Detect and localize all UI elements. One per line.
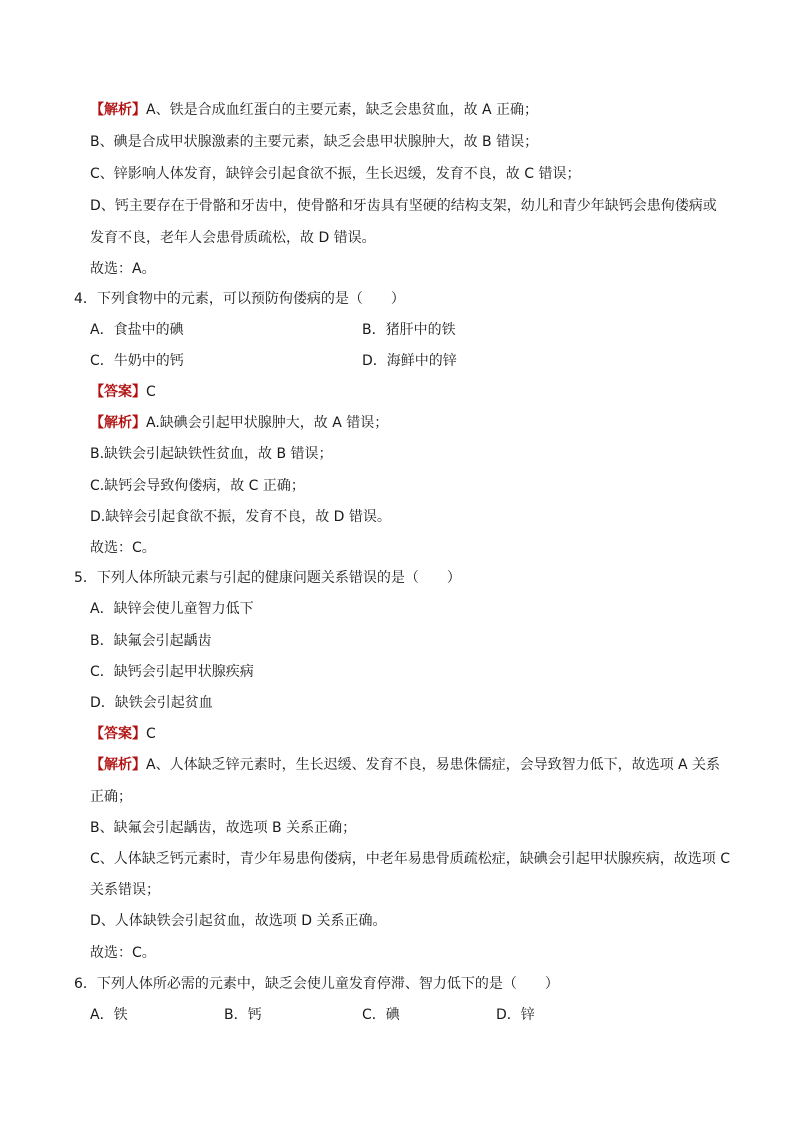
q5-analysis-a-text: A、人体缺乏锌元素时，生长迟缓、发育不良，易患侏儒症，会导致智力低下，故选项 A 关系 <box>146 757 721 773</box>
q3-analysis-line-a <box>90 100 538 120</box>
q4-stem: 4．下列食物中的元素，可以预防佝偻病的是（ ） <box>74 291 405 307</box>
q4-analysis-a-text: A.缺碘会引起甲状腺肿大，故 A 错误； <box>146 415 389 431</box>
q3-conclusion: 故选：A。 <box>90 261 156 277</box>
q3-analysis-line-d2: 发育不良，老年人会患骨质疏松，故 D 错误。 <box>90 230 376 246</box>
q3-analysis-line-c: C、锌影响人体发育，缺锌会引起食欲不振，生长迟缓，发育不良，故 C 错误； <box>90 166 581 182</box>
q6-option-b: B．钙 <box>224 1007 262 1023</box>
q4-answer <box>90 382 156 402</box>
q3-analysis-line-b: B、碘是合成甲状腺激素的主要元素，缺乏会患甲状腺肿大，故 B 错误； <box>90 134 539 150</box>
q5-answer <box>90 724 156 744</box>
answer-tag: 【答案】 <box>90 384 146 400</box>
q3-analysis-line-d1: D、钙主要存在于骨骼和牙齿中，使骨骼和牙齿具有坚硬的结构支架，幼儿和青少年缺钙会患佝偻病或 <box>90 198 717 214</box>
q5-analysis-line-d: D、人体缺铁会引起贫血，故选项 D 关系正确。 <box>90 913 387 929</box>
analysis-tag: 【解析】 <box>90 757 146 773</box>
q5-option-c: C．缺钙会引起甲状腺疾病 <box>90 664 254 680</box>
q5-option-a: A．缺锌会使儿童智力低下 <box>90 601 254 617</box>
q4-option-c: C．牛奶中的钙 <box>90 353 184 369</box>
q5-option-d: D．缺铁会引起贫血 <box>90 695 213 711</box>
q5-analysis-line-c2: 关系错误； <box>90 882 160 898</box>
analysis-tag: 【解析】 <box>90 102 146 118</box>
q5-answer-value: C <box>146 726 156 742</box>
analysis-tag: 【解析】 <box>90 415 146 431</box>
q5-analysis-line-c1: C、人体缺乏钙元素时，青少年易患佝偻病，中老年易患骨质疏松症，缺碘会引起甲状腺疾病，故选项 C <box>90 851 730 867</box>
q4-option-a: A．食盐中的碘 <box>90 322 184 338</box>
q5-option-b: B．缺氟会引起龋齿 <box>90 633 212 649</box>
q5-analysis-line-a1 <box>90 755 720 775</box>
q4-analysis-line-c: C.缺钙会导致佝偻病，故 C 正确； <box>90 478 305 494</box>
q5-stem: 5．下列人体所缺元素与引起的健康问题关系错误的是（ ） <box>74 570 461 586</box>
q4-analysis-line-a <box>90 413 388 433</box>
q4-analysis-line-d: D.缺锌会引起食欲不振，发育不良，故 D 错误。 <box>90 509 391 525</box>
q6-option-d: D．锌 <box>496 1007 535 1023</box>
q4-analysis-line-b: B.缺铁会引起缺铁性贫血，故 B 错误； <box>90 446 333 462</box>
q4-option-d: D．海鲜中的锌 <box>362 353 457 369</box>
q6-option-c: C．碘 <box>362 1007 400 1023</box>
q4-answer-value: C <box>146 384 156 400</box>
q5-analysis-line-a2: 正确； <box>90 789 132 805</box>
q5-conclusion: 故选：C。 <box>90 945 156 961</box>
q6-stem: 6．下列人体所必需的元素中，缺乏会使儿童发育停滞、智力低下的是（ ） <box>74 976 559 992</box>
q6-option-a: A．铁 <box>90 1007 128 1023</box>
q3-analysis-a-text: A、铁是合成血红蛋白的主要元素，缺乏会患贫血，故 A 正确； <box>146 102 539 118</box>
q4-conclusion: 故选：C。 <box>90 540 156 556</box>
answer-tag: 【答案】 <box>90 726 146 742</box>
q4-option-b: B．猪肝中的铁 <box>362 322 456 338</box>
q5-analysis-line-b: B、缺氟会引起龋齿，故选项 B 关系正确； <box>90 820 357 836</box>
